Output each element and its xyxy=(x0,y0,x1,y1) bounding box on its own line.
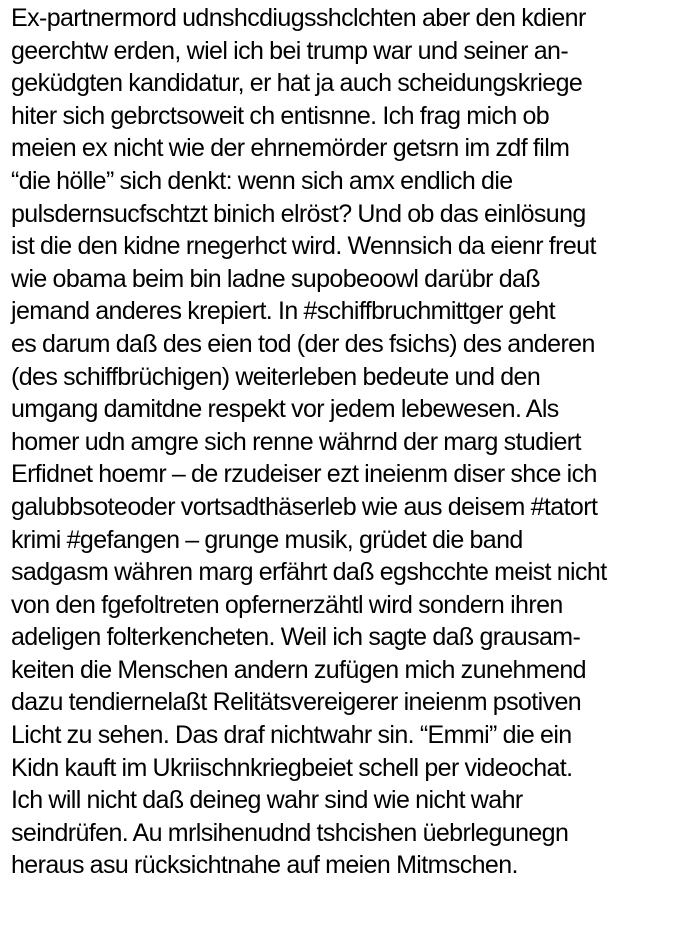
text-line: heraus asu rücksichtnahe auf meien Mitmschen. xyxy=(11,851,518,880)
text-line: umgang damitdne respekt vor jedem lebewesen. Als xyxy=(11,395,559,424)
body-text xyxy=(11,2,683,882)
text-line: Kidn kauft im Ukriischnkriegbeiet schell per videochat. xyxy=(11,753,573,782)
text-line: jemand anderes krepiert. In #schiffbruchmittger geht xyxy=(11,297,555,326)
text-line: von den fgefoltreten opfernerzähtl wird sondern ihren xyxy=(11,590,563,619)
text-line: keiten die Menschen andern zufügen mich zunehmend xyxy=(11,655,586,684)
text-line: geküdgten kandidatur, er hat ja auch scheidungskriege xyxy=(11,69,583,98)
text-line: Ex-partnermord udnshcdiugsshclchten aber den kdienr xyxy=(11,4,586,32)
text-line: homer udn amgre sich renne währnd der marg studiert xyxy=(11,427,581,456)
text-line: (des schiffbrüchigen) weiterleben bedeute und den xyxy=(11,362,541,391)
text-line: galubbsoteoder vortsadthäserleb wie aus deisem #tatort xyxy=(11,492,598,521)
text-line: “die hölle” sich denkt: wenn sich amx endlich die xyxy=(11,166,513,195)
text-line: Licht zu sehen. Das draf nichtwahr sin. “Emmi” die ein xyxy=(11,721,572,750)
text-line: ist die den kidne rnegerhct wird. Wennsich da eienr freut xyxy=(11,232,596,261)
text-line: hiter sich gebrctsoweit ch entisnne. Ich frag mich ob xyxy=(11,101,550,130)
text-line: wie obama beim bin ladne supobeoowl darübr daß xyxy=(11,264,540,293)
text-line: Ich will nicht daß deineg wahr sind wie nicht wahr xyxy=(11,786,523,815)
text-line: Erfidnet hoemr – de rzudeiser ezt ineienm diser shce ich xyxy=(11,460,597,489)
text-line: sadgasm währen marg erfährt daß egshcchte meist nicht xyxy=(11,558,607,587)
text-line: adeligen folterkencheten. Weil ich sagte daß grausam- xyxy=(11,623,581,652)
text-line: pulsdernsucfschtzt binich elröst? Und ob das einlösung xyxy=(11,199,586,228)
text-line: krimi #gefangen – grunge musik, grüdet die band xyxy=(11,525,523,554)
text-line: seindrüfen. Au mrlsihenudnd tshcishen üebrlegunegn xyxy=(11,818,569,847)
text-line: meien ex nicht wie der ehrnemörder getsrn im zdf film xyxy=(11,134,570,163)
text-line: geerchtw erden, wiel ich bei trump war und seiner an- xyxy=(11,36,569,65)
text-line: dazu tendiernelaßt Relitätsvereigerer ineienm psotiven xyxy=(11,688,582,717)
text-line: es darum daß des eien tod (der des fsichs) des anderen xyxy=(11,329,595,358)
